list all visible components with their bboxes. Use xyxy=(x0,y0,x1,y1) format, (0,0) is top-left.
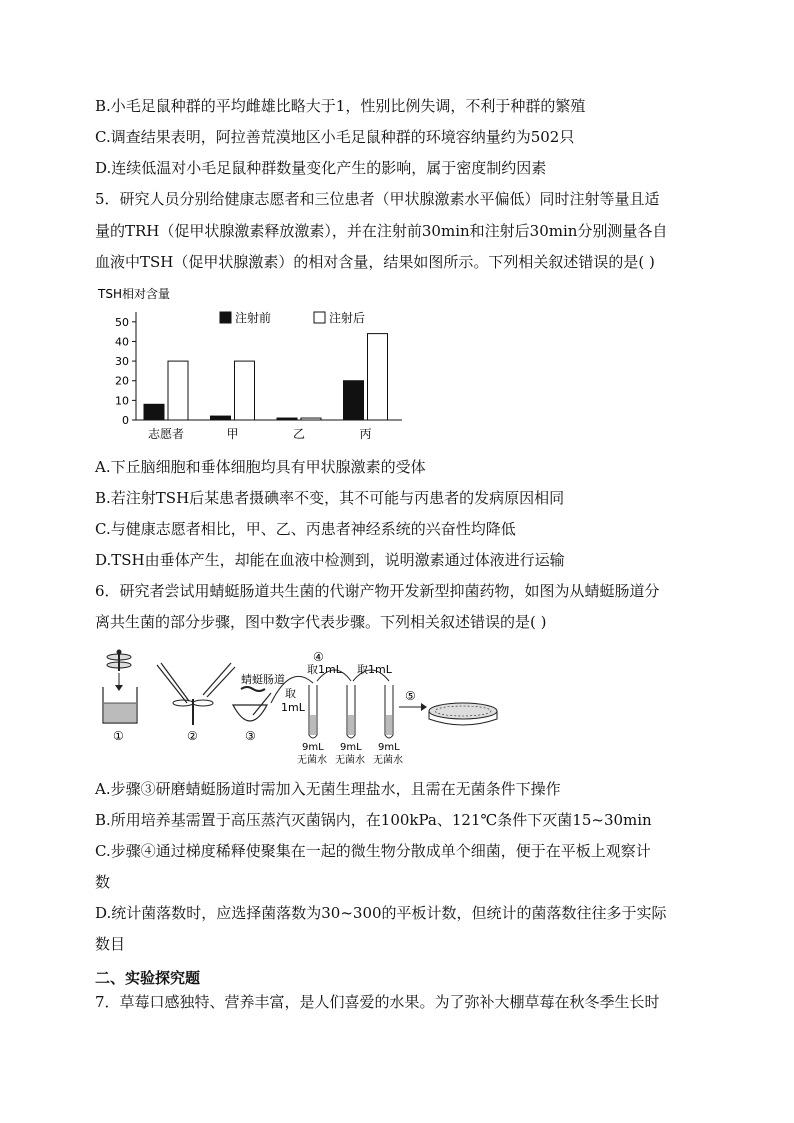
bar-注射后-丙 xyxy=(368,334,388,420)
q4-option-b: B.小毛足鼠种群的平均雌雄比略大于1，性别比例失调，不利于种群的繁殖 xyxy=(95,97,586,115)
step-2-label: ② xyxy=(187,729,198,743)
dragonfly-icon xyxy=(107,650,131,671)
x-tick-label: 志愿者 xyxy=(147,427,185,441)
legend-swatch xyxy=(314,312,325,323)
step-3-label: ③ xyxy=(245,729,256,743)
step-4-label: ④ xyxy=(313,650,324,664)
beaker-icon xyxy=(103,687,137,723)
dissected-dragonfly-icon xyxy=(173,699,213,725)
bar-注射后-志愿者 xyxy=(168,361,188,420)
tube-3-volume: 9mL xyxy=(378,742,400,753)
q6-option-b: B.所用培养基需置于高压蒸汽灭菌锅内，在100kPa、121℃条件下灭菌15~30min xyxy=(95,811,652,829)
q5-stem-line3: 血液中TSH（促甲状腺激素）的相对含量，结果如图所示。下列相关叙述错误的是( ) xyxy=(95,253,655,271)
q6-option-d-line2: 数目 xyxy=(95,935,126,953)
tube-3-water: 无菌水 xyxy=(373,755,403,766)
intestine-icon xyxy=(241,687,265,691)
y-tick-label: 30 xyxy=(115,355,129,369)
q6-option-d-line1: D.统计菌落数时，应选择菌落数为30~300的平板计数，但统计的菌落数往往多于实际 xyxy=(95,904,667,922)
section-title: 二、实验探究题 xyxy=(95,969,201,987)
q6-option-c-line2: 数 xyxy=(95,873,111,891)
take-1ml-label-2: 取1mL xyxy=(307,663,342,676)
bar-注射后-甲 xyxy=(235,361,255,420)
q6-option-c-line1: C.步骤④通过梯度稀释使聚集在一起的微生物分散成单个细菌，便于在平板上观察计 xyxy=(95,842,651,860)
legend-label: 注射前 xyxy=(235,311,272,325)
tube-1-volume: 9mL xyxy=(302,742,324,753)
take-1ml-label-1: 取 xyxy=(285,687,296,700)
q7-stem-line1: 7．草莓口感独特、营养丰富，是人们喜爱的水果。为了弥补大棚草莓在秋冬季生长时 xyxy=(95,993,660,1011)
forceps-icon xyxy=(157,663,235,703)
tube-2-volume: 9mL xyxy=(340,742,362,753)
legend-swatch xyxy=(220,312,231,323)
legend-label: 注射后 xyxy=(329,311,366,325)
take-1ml-label-3: 取1mL xyxy=(357,663,392,676)
q4-option-c: C.调查结果表明，阿拉善荒漠地区小毛足鼠种群的环境容纳量约为502只 xyxy=(95,128,575,146)
tsh-bar-chart xyxy=(92,282,412,444)
y-tick-label: 10 xyxy=(115,394,129,408)
isolation-steps-diagram xyxy=(95,645,515,770)
q5-stem-line1: 5．研究人员分别给健康志愿者和三位患者（甲状腺激素水平偏低）同时注射等量且适 xyxy=(95,190,660,208)
step-5-label: ⑤ xyxy=(405,689,416,703)
step-1-label: ① xyxy=(113,729,124,743)
test-tube-1 xyxy=(309,685,317,738)
bar-注射前-志愿者 xyxy=(144,404,164,420)
bar-注射后-乙 xyxy=(301,418,321,420)
mortar-icon xyxy=(233,693,271,721)
q4-option-d: D.连续低温对小毛足鼠种群数量变化产生的影响，属于密度制约因素 xyxy=(95,159,547,177)
q6-stem-line2: 离共生菌的部分步骤，图中数字代表步骤。下列相关叙述错误的是( ) xyxy=(95,613,547,631)
q6-stem-line1: 6．研究者尝试用蜻蜓肠道共生菌的代谢产物开发新型抑菌药物，如图为从蜻蜓肠道分 xyxy=(95,582,660,600)
take-1ml-label-1b: 1mL xyxy=(281,701,305,714)
intestine-label: 蜻蜓肠道 xyxy=(241,673,285,686)
q5-option-c: C.与健康志愿者相比，甲、乙、丙患者神经系统的兴奋性均降低 xyxy=(95,520,516,538)
y-tick-label: 0 xyxy=(122,414,129,427)
x-tick-label: 甲 xyxy=(226,427,239,441)
q5-option-a: A.下丘脑细胞和垂体细胞均具有甲状腺激素的受体 xyxy=(95,458,426,476)
chart-ylabel: TSH相对含量 xyxy=(98,287,170,301)
q5-option-d: D.TSH由垂体产生，却能在血液中检测到，说明激素通过体液进行运输 xyxy=(95,551,565,569)
y-tick-label: 50 xyxy=(115,315,129,329)
y-tick-label: 40 xyxy=(115,335,129,349)
test-tube-3 xyxy=(385,685,393,738)
q6-option-a: A.步骤③研磨蜻蜓肠道时需加入无菌生理盐水，且需在无菌条件下操作 xyxy=(95,780,561,798)
tube-2-water: 无菌水 xyxy=(335,755,365,766)
bar-注射前-甲 xyxy=(211,416,231,420)
bar-注射前-乙 xyxy=(277,418,297,420)
test-tube-2 xyxy=(347,685,355,738)
q5-stem-line2: 量的TRH（促甲状腺激素释放激素），并在注射前30min和注射后30min分别测量各自 xyxy=(95,222,668,240)
tube-1-water: 无菌水 xyxy=(297,755,327,766)
petri-dish-icon xyxy=(429,703,497,725)
x-tick-label: 丙 xyxy=(359,427,372,441)
bar-注射前-丙 xyxy=(344,381,364,420)
q5-option-b: B.若注射TSH后某患者摄碘率不变，其不可能与丙患者的发病原因相同 xyxy=(95,489,565,507)
y-tick-label: 20 xyxy=(115,374,129,388)
x-tick-label: 乙 xyxy=(292,427,306,441)
